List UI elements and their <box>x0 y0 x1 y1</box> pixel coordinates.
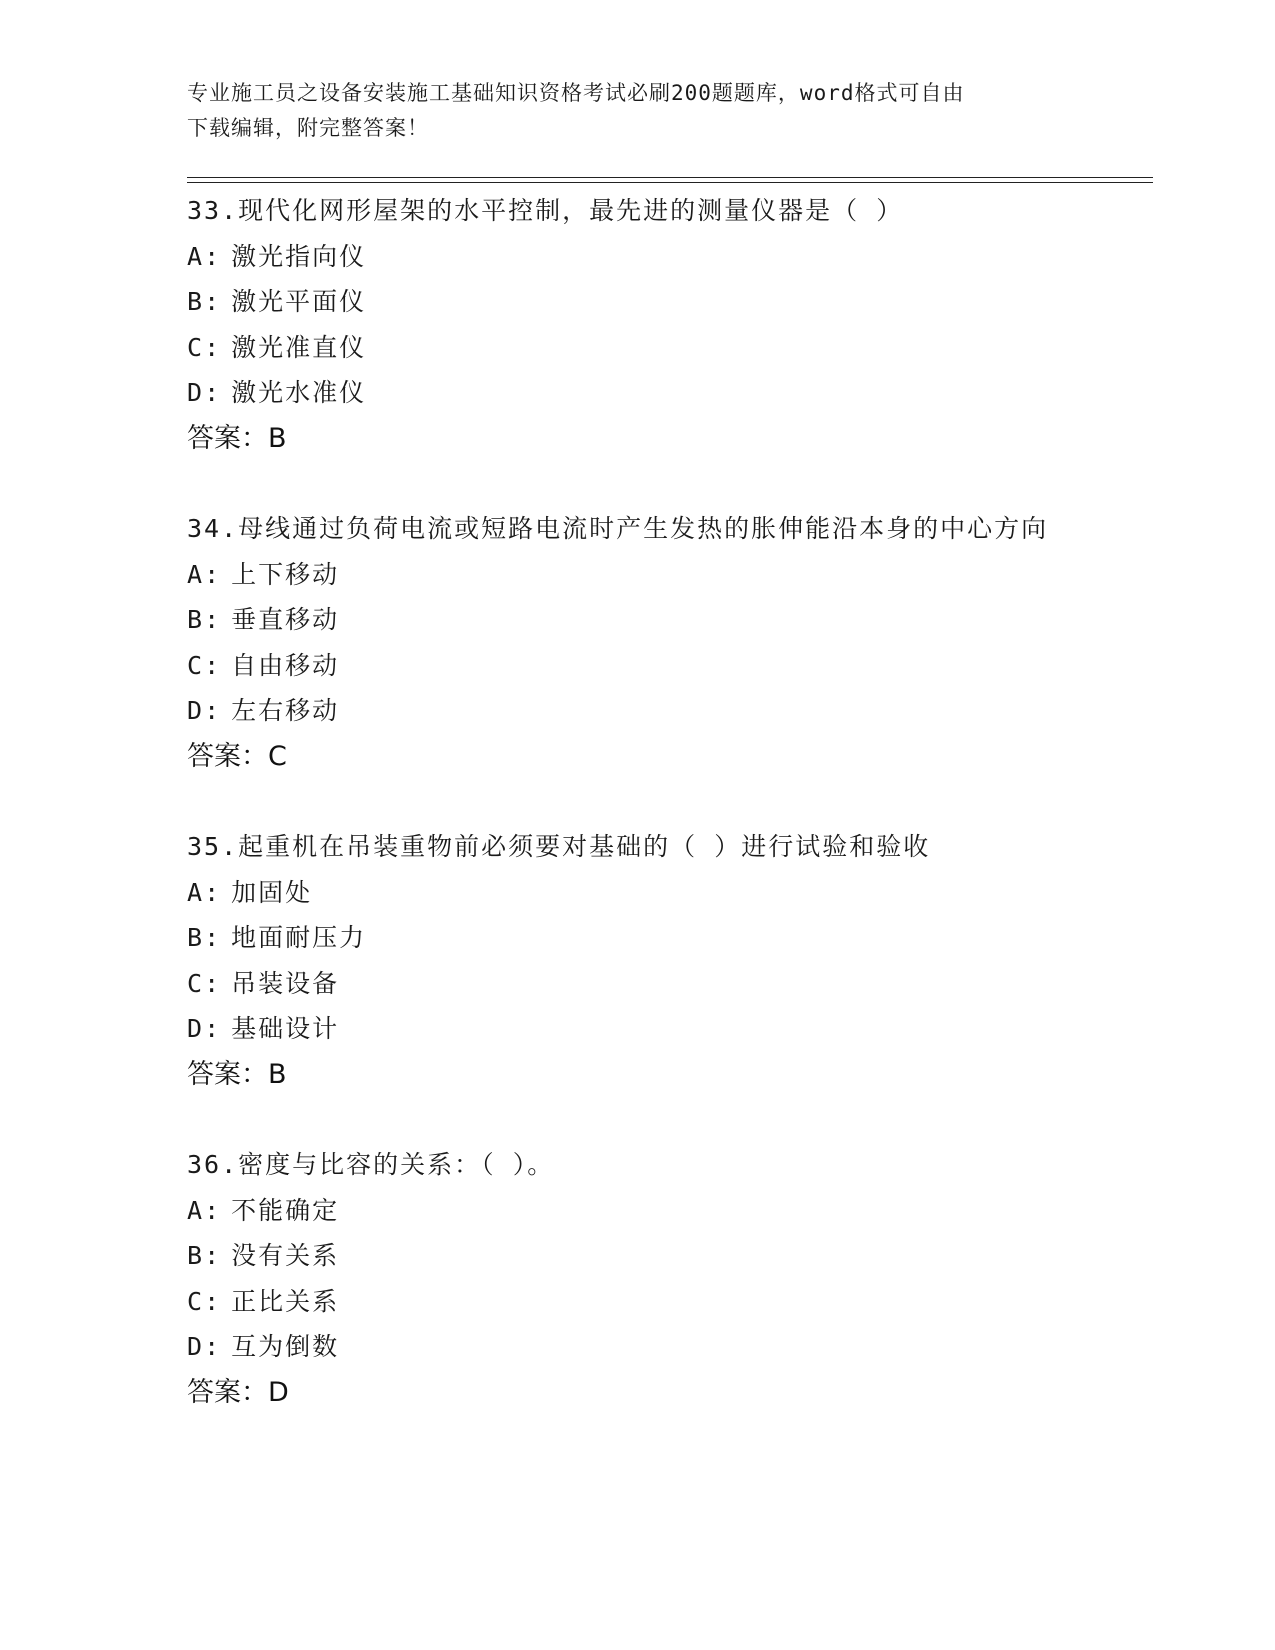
option-separator: : <box>204 241 222 271</box>
option-text: 不能确定 <box>231 1195 340 1225</box>
option-text: 激光平面仪 <box>231 287 367 316</box>
option-separator: : <box>204 1241 222 1270</box>
option-text: 左右移动 <box>231 696 340 725</box>
option-text: 激光水准仪 <box>231 378 367 407</box>
option-letter: A <box>187 1195 205 1225</box>
option-separator: : <box>204 287 222 316</box>
option-separator: : <box>204 650 222 680</box>
option-text: 互为倒数 <box>231 1332 340 1361</box>
option-letter: C <box>187 650 205 680</box>
option-separator: : <box>204 968 222 998</box>
option-text: 正比关系 <box>231 1286 340 1316</box>
question-stem: 36.密度与比容的关系：（ ）。 <box>187 1150 555 1179</box>
option-text: 地面耐压力 <box>231 923 367 952</box>
answer-line: 答案：C <box>187 740 287 772</box>
option-c <box>187 961 1087 1007</box>
option-b <box>187 597 1087 643</box>
option-c <box>187 325 1087 371</box>
option-text: 加固处 <box>231 877 313 907</box>
option-text: 没有关系 <box>231 1241 340 1270</box>
option-a <box>187 870 1087 916</box>
option-separator: : <box>204 378 222 407</box>
option-separator: : <box>204 1014 222 1043</box>
option-letter: A <box>187 559 205 589</box>
document-header <box>187 76 1067 146</box>
answer-line: 答案：B <box>187 422 287 454</box>
option-separator: : <box>204 605 222 634</box>
header-line-2: 下载编辑，附完整答案！ <box>187 116 429 140</box>
option-text: 激光指向仪 <box>231 241 367 271</box>
option-text: 垂直移动 <box>231 605 340 634</box>
option-separator: : <box>204 559 222 589</box>
option-letter: D <box>187 378 205 407</box>
option-letter: A <box>187 241 205 271</box>
option-separator: : <box>204 1195 222 1225</box>
option-letter: A <box>187 877 205 907</box>
option-letter: B <box>187 923 205 952</box>
option-b <box>187 915 1087 961</box>
option-d <box>187 370 1087 416</box>
answer-line: 答案：D <box>187 1376 289 1408</box>
option-letter: D <box>187 1332 205 1361</box>
answer-line: 答案：B <box>187 1058 287 1090</box>
option-text: 激光准直仪 <box>231 332 367 362</box>
option-separator: : <box>204 923 222 952</box>
option-text: 上下移动 <box>231 559 340 589</box>
option-letter: C <box>187 332 205 362</box>
option-b <box>187 1233 1087 1279</box>
option-text: 自由移动 <box>231 650 340 680</box>
option-c <box>187 643 1087 689</box>
header-line-1: 专业施工员之设备安装施工基础知识资格考试必刷200题题库，word格式可自由 <box>187 81 965 105</box>
option-separator: : <box>204 1286 222 1316</box>
option-separator: : <box>204 877 222 907</box>
option-separator: : <box>204 1332 222 1361</box>
option-letter: C <box>187 1286 205 1316</box>
question-34 <box>187 506 1087 779</box>
option-letter: B <box>187 1241 205 1270</box>
option-a <box>187 552 1087 598</box>
option-letter: D <box>187 1014 205 1043</box>
option-letter: D <box>187 696 205 725</box>
option-a <box>187 234 1087 280</box>
question-36 <box>187 1142 1087 1415</box>
option-text: 基础设计 <box>231 1014 340 1043</box>
option-letter: B <box>187 605 205 634</box>
option-d <box>187 688 1087 734</box>
question-list <box>187 188 1087 1460</box>
question-stem: 35.起重机在吊装重物前必须要对基础的（ ）进行试验和验收 <box>187 832 931 861</box>
option-text: 吊装设备 <box>231 968 340 998</box>
option-c <box>187 1279 1087 1325</box>
question-stem: 33.现代化网形屋架的水平控制，最先进的测量仪器是（ ） <box>187 196 904 225</box>
option-b <box>187 279 1087 325</box>
option-separator: : <box>204 332 222 362</box>
question-35 <box>187 824 1087 1097</box>
option-a <box>187 1188 1087 1234</box>
option-d <box>187 1324 1087 1370</box>
option-letter: B <box>187 287 205 316</box>
header-divider-bottom <box>187 182 1153 183</box>
option-d <box>187 1006 1087 1052</box>
question-33 <box>187 188 1087 461</box>
option-letter: C <box>187 968 205 998</box>
option-separator: : <box>204 696 222 725</box>
header-divider-top <box>187 177 1153 178</box>
question-stem: 34.母线通过负荷电流或短路电流时产生发热的胀伸能沿本身的中心方向 <box>187 514 1049 543</box>
